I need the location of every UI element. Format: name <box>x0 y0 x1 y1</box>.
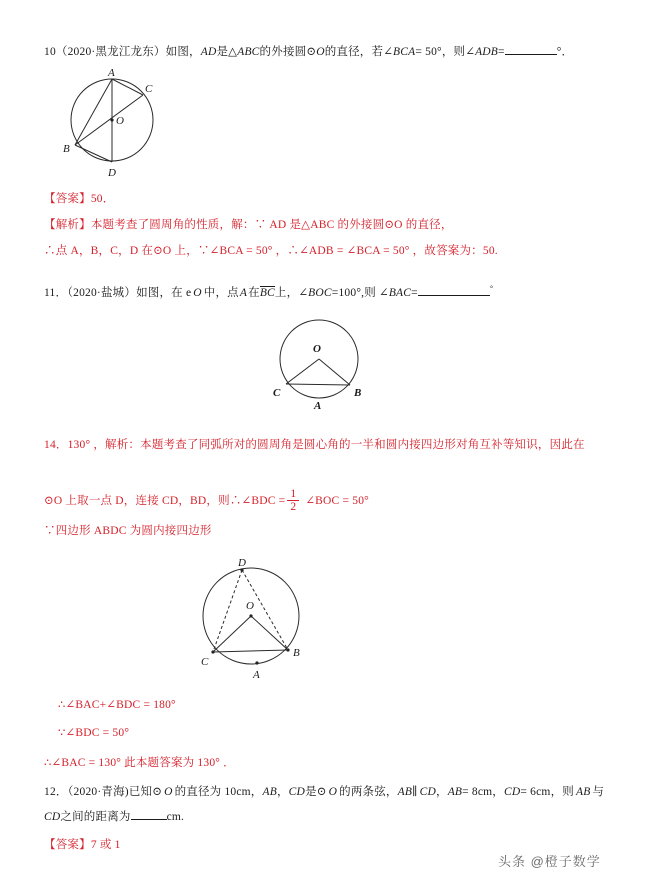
q12-text-b: 的直径为 10cm， <box>174 786 263 798</box>
q12-answer-value: 7 或 1 <box>90 839 121 851</box>
fraction-numerator: 1 <box>290 488 297 500</box>
q10-bca: BCA <box>393 46 416 58</box>
q11-solution-text-5: ∵∠BDC = 50° <box>58 727 130 739</box>
q12-cd1: CD <box>288 786 306 798</box>
question-12-statement <box>44 785 604 799</box>
figure-q10 <box>60 68 210 183</box>
q12-ab2: AB <box>397 786 413 798</box>
q11-text-f: = <box>411 286 418 299</box>
fraction-one-half <box>287 488 299 513</box>
q12-ab1: AB <box>262 786 277 798</box>
q12-cd3: CD <box>504 786 521 798</box>
q11-a: A <box>239 286 248 299</box>
q12-text-e: 的两条弦， <box>339 786 398 798</box>
q11-text-g: ° <box>489 284 494 293</box>
figure-q11-label-C: C <box>273 387 281 399</box>
q12-cd4: CD <box>44 811 61 823</box>
q12-answer-blank <box>131 819 167 820</box>
fraction-denominator: 2 <box>287 500 299 513</box>
q12-ab4: AB <box>575 786 591 798</box>
q10-analysis-line-1 <box>44 218 453 232</box>
q12-text-g: ， <box>435 786 448 798</box>
q10-text-a: 10（2020·黑龙江龙东）如图， <box>44 46 201 58</box>
q10-text-b: 是△ <box>216 46 238 58</box>
q11-solution-text-1: 14．130° ，解析：本题考查了同弧所对的圆周角是圆心角的一半和圆内接四边形对角互补等知识，因此在 <box>44 439 585 451</box>
figure-q11-label-O: O <box>313 343 321 355</box>
q11-answer-blank <box>418 295 490 296</box>
q11-num: 11． <box>44 286 68 299</box>
question-10-statement <box>44 45 573 59</box>
question-12-statement-line-2 <box>44 810 184 824</box>
figure-q11-label-A: A <box>314 400 322 412</box>
q12-ab3: AB <box>447 786 463 798</box>
q10-text-g: °． <box>556 46 574 58</box>
q11-solution-text-2b: ∠BOC = 50° <box>305 494 369 507</box>
q10-analysis-label: 【解析】 <box>44 219 91 231</box>
q10-answer-value: 50． <box>90 193 115 205</box>
q12-line2-b: 之间的距离为 <box>60 811 131 823</box>
q11-solution-line-4 <box>58 698 176 712</box>
q11-text-b: 中，点 <box>203 286 239 299</box>
figure-q10-label-B: B <box>63 143 70 155</box>
q12-text-f: ∥ <box>412 786 418 798</box>
q10-text-e: = 50°，则∠ <box>415 46 476 58</box>
q12-o2: O <box>328 786 338 798</box>
q11-text-e: =100°,则 ∠ <box>331 286 389 299</box>
figure-q11s-label-C: C <box>201 656 209 668</box>
q10-text-d: 的直径，若∠ <box>324 46 394 58</box>
q11-solution-text-4: ∴∠BAC+∠BDC = 180° <box>58 699 176 711</box>
q12-cd2: CD <box>419 786 436 798</box>
q11-solution-line-6 <box>44 756 235 770</box>
figure-q11-solution <box>198 556 343 691</box>
q10-answer <box>44 192 114 206</box>
q12-text-d: 是⊙ <box>305 786 327 798</box>
figure-q11 <box>262 316 382 412</box>
q11-arc-bc: BC <box>259 286 275 299</box>
q11-solution-text-6: ∴∠BAC = 130° 此本题答案为 130° ． <box>44 757 235 769</box>
q10-ad: AD <box>200 46 217 58</box>
q12-answer <box>44 838 121 852</box>
q11-bac: BAC <box>388 286 412 299</box>
q11-text-c: 在 <box>248 286 260 299</box>
q10-analysis-line-2 <box>44 244 498 258</box>
q12-line2-c: cm. <box>166 811 185 823</box>
watermark: 头条 @橙子数学 <box>498 854 601 869</box>
q11-solution-line-5 <box>58 726 129 740</box>
q11-boc: BOC <box>308 286 332 299</box>
q10-abc: ABC <box>237 46 260 58</box>
figure-q10-label-A: A <box>108 68 115 79</box>
q10-answer-label: 【答案】 <box>44 193 91 205</box>
q11-solution-text-2a: ⊙O 上取一点 D，连接 CD，BD，则∴∠BDC = <box>44 494 286 507</box>
q10-answer-blank <box>505 54 557 55</box>
q12-answer-label: 【答案】 <box>44 839 91 851</box>
q12-text-h: = 8cm， <box>462 786 505 798</box>
q10-text-c: 的外接圆⊙ <box>259 46 317 58</box>
q12-num: 12． <box>44 786 68 798</box>
q12-text-j: 与 <box>592 786 605 798</box>
figure-q11s-label-A: A <box>253 669 260 681</box>
q11-solution-text-3: ∵四边形 ABDC 为圆内接四边形 <box>44 525 212 537</box>
q11-text-a: （2020·盐城）如图，在 e <box>67 286 192 299</box>
figure-q11s-label-O: O <box>246 600 254 612</box>
q10-o: O <box>316 46 325 58</box>
q11-o1: O <box>193 286 202 299</box>
figure-q10-label-C: C <box>145 83 153 95</box>
q12-o: O <box>164 786 173 798</box>
figure-q11s-label-B: B <box>293 647 300 659</box>
q12-text-a: （2020·青海)已知⊙ <box>67 786 163 798</box>
q10-analysis-text-1: 本题考查了圆周角的性质，解：∵ AD 是△ABC 的外接圆⊙O 的直径， <box>90 219 453 231</box>
figure-q11s-label-D: D <box>238 557 246 569</box>
q12-text-c: ， <box>276 786 289 798</box>
figure-q10-label-D: D <box>108 167 116 179</box>
q11-solution-line-2 <box>44 488 369 513</box>
q11-solution-line-3 <box>44 524 212 538</box>
figure-q10-label-O: O <box>116 115 124 127</box>
q12-text-i: = 6cm，则 <box>520 786 574 798</box>
figure-q11-label-B: B <box>354 387 362 399</box>
q10-text-f: = <box>498 46 505 58</box>
q10-adb: ADB <box>475 46 499 58</box>
q11-text-d: 上，∠ <box>274 286 309 299</box>
question-11-statement <box>44 282 493 300</box>
q10-analysis-text-2: ∴点 A，B，C，D 在⊙O 上，∵∠BCA = 50° ，∴∠ADB = ∠BCA = 50° ，故答案为：50. <box>44 245 498 257</box>
q11-solution-line-1 <box>44 438 585 452</box>
